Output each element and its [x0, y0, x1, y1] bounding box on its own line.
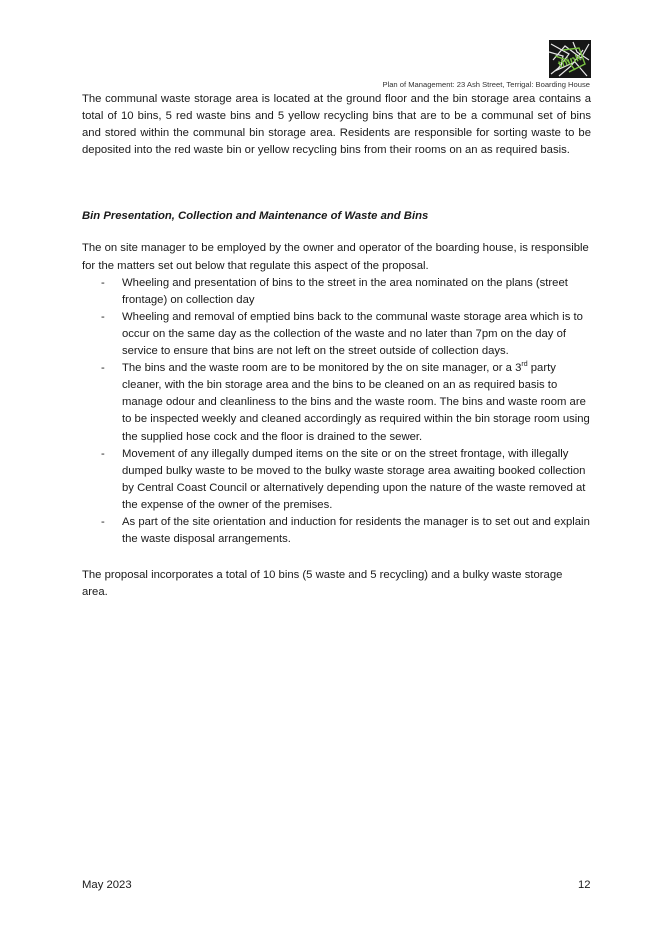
- list-dash: -: [101, 362, 105, 375]
- logo-wordmark: think: [556, 52, 583, 71]
- list-item-text: Movement of any illegally dumped items on the site or on the street frontage, with illegally dumped bulky waste to be moved to the bulky waste storage area awaiting booked collection by Central Coast Council or alternatively depending upon the nature of the waste removed at the expense of the owner of the premises.: [122, 447, 586, 511]
- list-item: [82, 275, 591, 309]
- running-header: Plan of Management: 23 Ash Street, Terrigal: Boarding House: [382, 80, 590, 89]
- section-intro-paragraph: The on site manager to be employed by the owner and operator of the boarding house, is responsible for the matters set out below that regulate this aspect of the proposal.: [82, 242, 589, 272]
- section-heading: Bin Presentation, Collection and Maintenance of Waste and Bins: [82, 210, 429, 223]
- page-number: 12: [578, 879, 591, 891]
- page-body: [82, 91, 591, 601]
- list-item-text: Wheeling and removal of emptied bins back to the communal waste storage area which is to occur on the same day as the collection of the waste and no later than 7pm on the day of service to ensure that bins are not left on the street outside of collection days.: [122, 310, 583, 358]
- closing-paragraph: The proposal incorporates a total of 10 bins (5 waste and 5 recycling) and a bulky waste storage area.: [82, 569, 563, 599]
- list-item: [82, 360, 591, 445]
- list-dash: -: [101, 276, 105, 289]
- intro-paragraph: The communal waste storage area is located at the ground floor and the bin storage area contains a total of 10 bins, 5 red waste bins and 5 yellow recycling bins that are to be a communal set of bins and stored within the communal bin storage area. Residents are responsible for sorting waste to be deposited into the red waste bin or yellow recycling bins from their rooms on an as required basis.: [82, 93, 591, 157]
- company-logo: [549, 40, 591, 78]
- list-dash: -: [101, 310, 105, 323]
- list-item: [82, 446, 591, 514]
- list-item-text-start: The bins and the waste room are to be monitored by the on site manager, or a 3: [122, 362, 522, 375]
- list-dash: -: [101, 515, 105, 528]
- responsibilities-list: [82, 275, 591, 549]
- list-item: [82, 309, 591, 360]
- list-item-text-end: party cleaner, with the bin storage area and the bins to be cleaned on an as required basis to manage odour and cleanliness to the bins and the waste room. The bins and waste room are to be inspected weekly and cleaned accordingly as required within the bin storage room using the supplied hose cock and the floor is drained to the sewer.: [122, 362, 590, 443]
- list-item-text: As part of the site orientation and induction for residents the manager is to set out and explain the waste disposal arrangements.: [122, 515, 590, 546]
- list-item: [82, 514, 591, 548]
- list-item-text: Wheeling and presentation of bins to the street in the area nominated on the plans (street frontage) on collection day: [122, 276, 568, 306]
- ordinal-superscript: rd: [521, 361, 528, 369]
- logo-graphic: [549, 40, 591, 78]
- list-dash: -: [101, 447, 105, 460]
- footer-date: May 2023: [82, 879, 132, 891]
